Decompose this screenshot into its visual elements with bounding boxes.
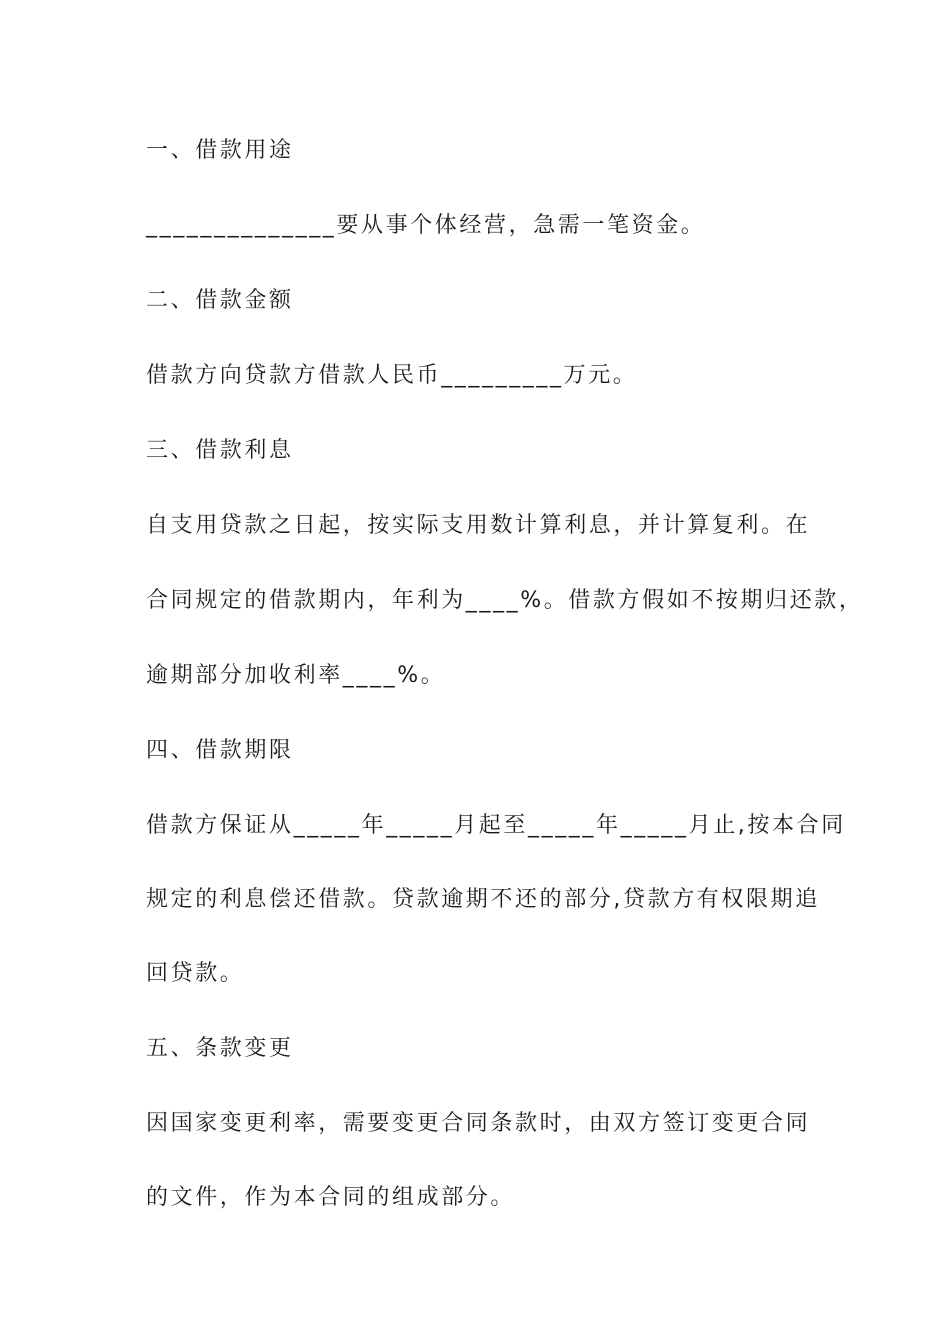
paragraph-line: 借款方保证从_____年_____月起至_____年_____月止,按本合同	[146, 813, 846, 838]
section-heading-loan-purpose: 一、借款用途	[146, 138, 294, 163]
paragraph-line: 合同规定的借款期内，年利为____%。借款方假如不按期归还款，	[146, 588, 864, 613]
section-heading-loan-term: 四、借款期限	[146, 738, 294, 763]
paragraph-line: 自支用贷款之日起，按实际支用数计算利息，并计算复利。在	[146, 513, 811, 538]
paragraph-line: 回贷款。	[146, 961, 245, 986]
section-heading-clause-change: 五、条款变更	[146, 1036, 294, 1061]
paragraph-line: 借款方向贷款方借款人民币_________万元。	[146, 363, 638, 388]
section-heading-loan-interest: 三、借款利息	[146, 438, 294, 463]
section-heading-loan-amount: 二、借款金额	[146, 288, 294, 313]
paragraph-line: 因国家变更利率，需要变更合同条款时，由双方签订变更合同	[146, 1111, 811, 1136]
paragraph-line: 的文件，作为本合同的组成部分。	[146, 1185, 516, 1210]
paragraph-line: 规定的利息偿还借款。贷款逾期不还的部分,贷款方有权限期追	[146, 887, 820, 912]
paragraph-line: ______________要从事个体经营，急需一笔资金。	[146, 213, 706, 238]
paragraph-line: 逾期部分加收利率____%。	[146, 663, 446, 688]
